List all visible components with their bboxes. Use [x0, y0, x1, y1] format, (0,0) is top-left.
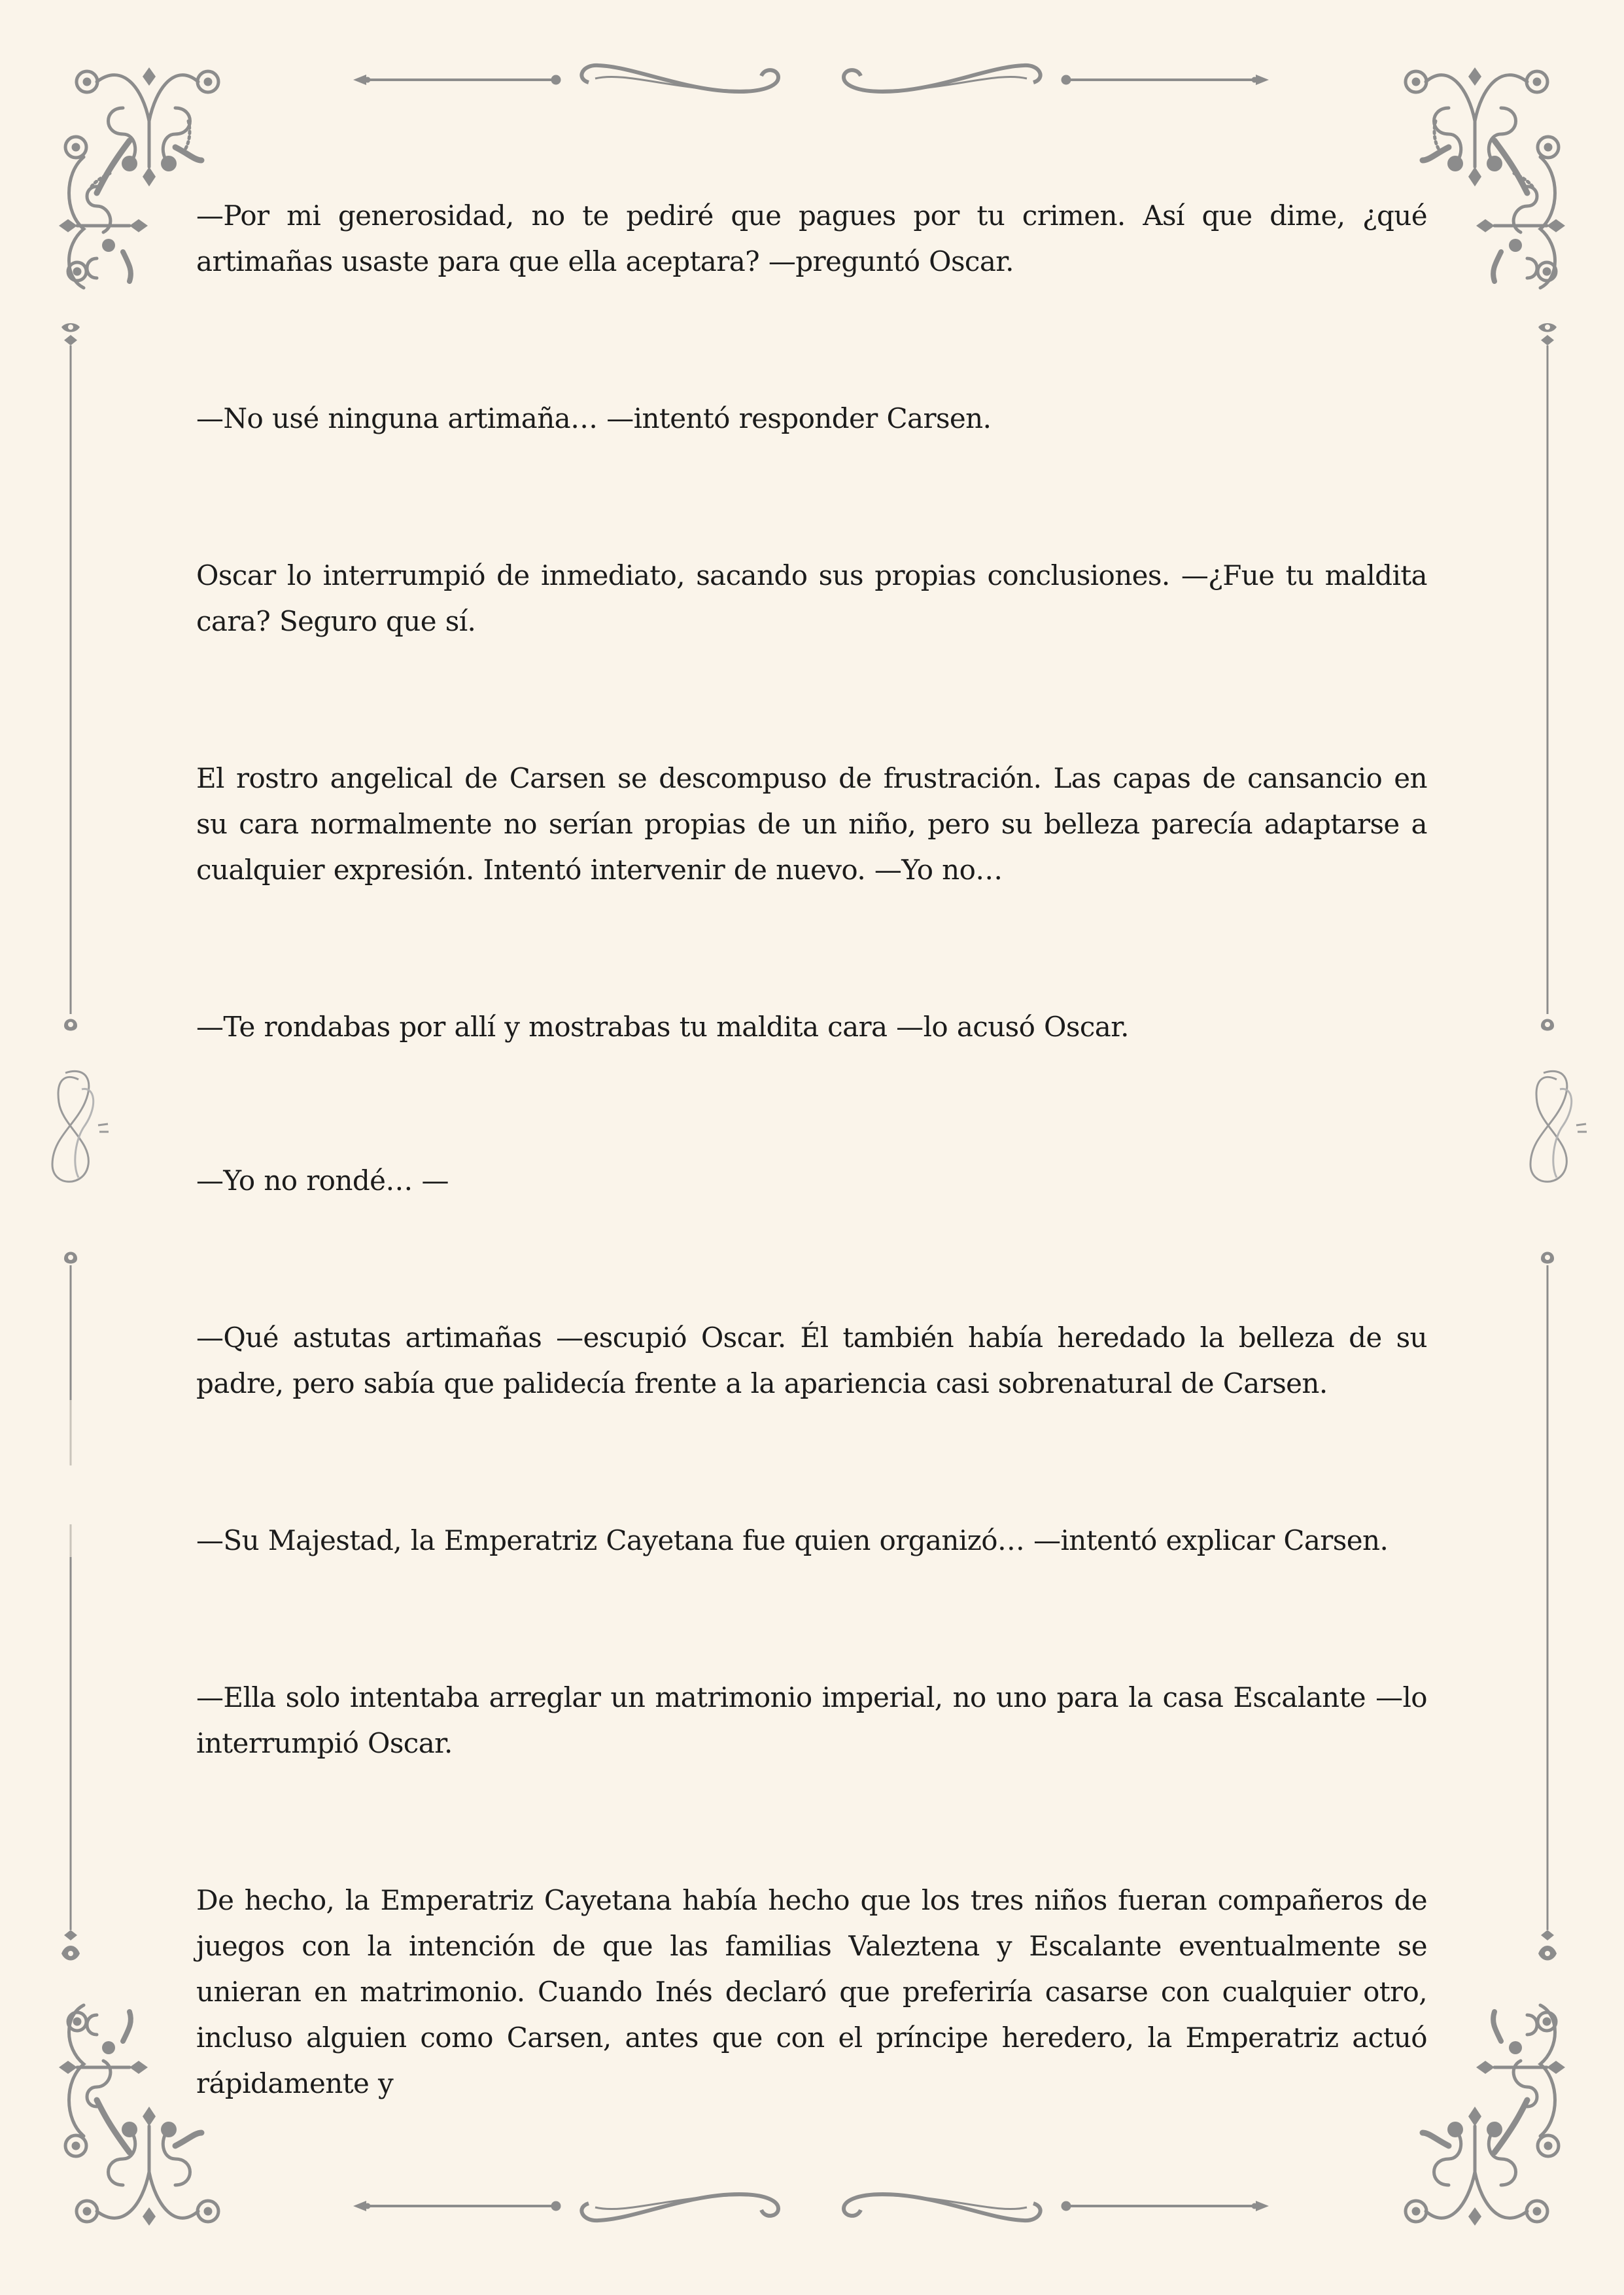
paragraph: —Yo no rondé… — [196, 1165, 449, 1197]
scroll-flourish-divider-top [347, 52, 1275, 105]
paragraph: —Su Majestad, la Emperatriz Cayetana fue quien organizó… —intentó explicar Carsen. [196, 1524, 1389, 1556]
paragraph: —Ella solo intentaba arreglar un matrimonio imperial, no uno para la casa Escalante —lo interrumpió Oscar. [196, 1681, 1427, 1759]
paragraph: —Por mi generosidad, no te pediré que pagues por tu crimen. Así que dime, ¿qué artimañas usaste para que ella aceptara? —preguntó Oscar. [196, 200, 1427, 277]
paragraph: —Te rondabas por allí y mostrabas tu maldita cara —lo acusó Oscar. [196, 1011, 1129, 1043]
infinity-knot-right-icon [1524, 1066, 1589, 1191]
vertical-rule-left-upper [59, 321, 82, 1034]
scroll-flourish-divider-bottom [347, 2179, 1275, 2231]
vertical-rule-right-lower [1536, 1250, 1559, 1963]
infinity-knot-left-icon [46, 1066, 111, 1191]
paragraph: De hecho, la Emperatriz Cayetana había hecho que los tres niños fueran compañeros de juegos con la intención de que las familias Valeztena y Escalante eventualmente se unieran en matrimonio. Cuando Inés declaró que preferiría casarse con cualquier otro, incluso alguien como Carsen, antes que con el príncipe heredero, la Emperatriz actuó rápidamente y [196, 1884, 1427, 2099]
vertical-rule-left-lower [59, 1250, 82, 1963]
paragraph: El rostro angelical de Carsen se descompuso de frustración. Las capas de cansancio en su cara normalmente no serían propias de un niño, pero su belleza parecía adaptarse a cualquier expresión. Intentó intervenir de nuevo. —Yo no… [196, 762, 1427, 886]
paragraph: Oscar lo interrumpió de inmediato, sacando sus propias conclusiones. —¿Fue tu maldita cara? Seguro que sí. [196, 559, 1427, 637]
paragraph: —No usé ninguna artimaña… —intentó responder Carsen. [196, 402, 992, 434]
paragraph: —Qué astutas artimañas —escupió Oscar. Él también había heredado la belleza de su padre, pero sabía que palidecía frente a la apariencia casi sobrenatural de Carsen. [196, 1322, 1427, 1399]
vertical-rule-right-upper [1536, 321, 1559, 1034]
